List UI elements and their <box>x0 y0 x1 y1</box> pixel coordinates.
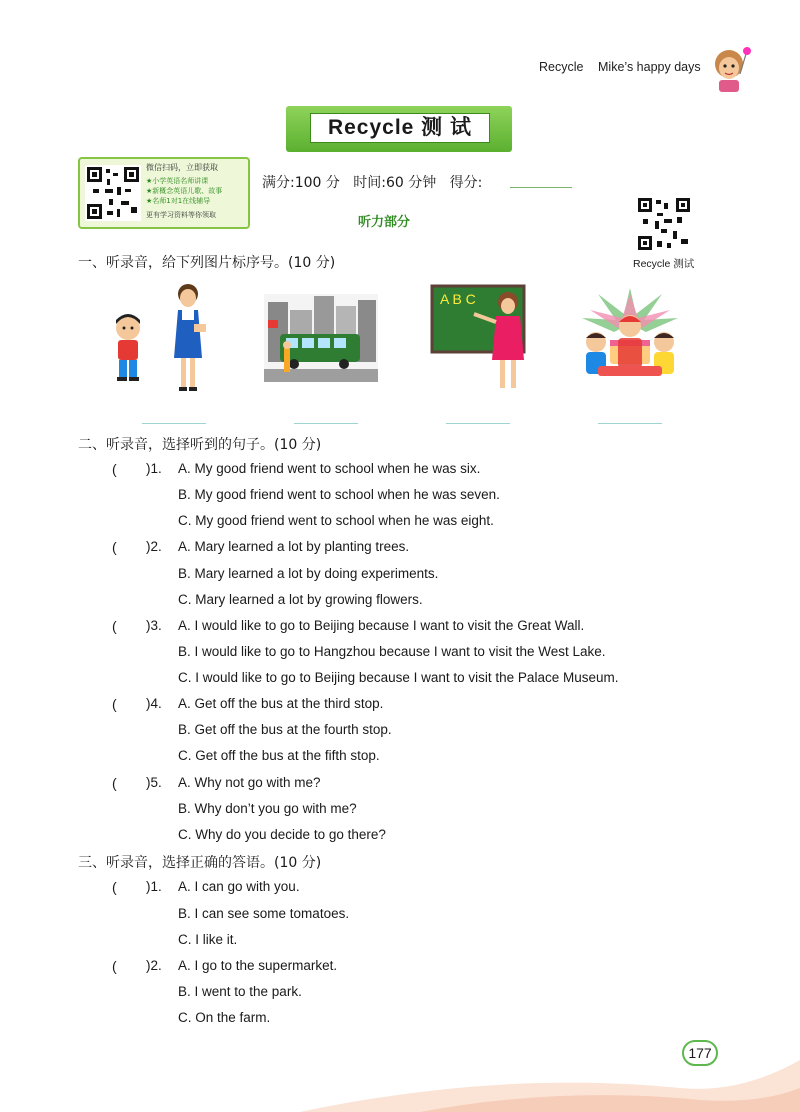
score-blank[interactable] <box>510 187 572 188</box>
question-number: )1. <box>146 461 162 476</box>
qr-promo-box <box>78 157 250 229</box>
question-number: )4. <box>146 696 162 711</box>
picture-boy-and-teacher <box>104 280 222 398</box>
answer-blank-4[interactable] <box>598 423 662 424</box>
answer-paren[interactable]: ( <box>112 696 117 712</box>
answer-paren[interactable]: ( <box>112 461 117 477</box>
option-text: A. I would like to go to Beijing because I want to visit the Great Wall. <box>178 618 585 633</box>
answer-paren[interactable]: ( <box>112 618 117 634</box>
qr-note-line-5: 更有学习资料等你领取 <box>146 211 216 219</box>
question-number: )2. <box>146 958 162 973</box>
answer-paren[interactable]: ( <box>112 958 117 974</box>
answer-paren[interactable]: ( <box>112 775 117 791</box>
header-unit-title: Mike’s happy days <box>598 60 701 74</box>
page-title: Recycle 测 试 <box>310 113 490 143</box>
header-section: Recycle <box>539 60 584 74</box>
option-text: B. Why don’t you go with me? <box>178 801 357 816</box>
option-text: B. I would like to go to Hangzhou because I want to visit the West Lake. <box>178 644 606 659</box>
option-text: A. Mary learned a lot by planting trees. <box>178 539 410 554</box>
option-text: B. I can see some tomatoes. <box>178 906 350 921</box>
qr-note-line-4: ★名师1对1在线辅导 <box>146 197 211 205</box>
option-text: B. Get off the bus at the fourth stop. <box>178 722 392 737</box>
option-text: C. I like it. <box>178 932 238 947</box>
title-banner <box>286 106 512 152</box>
listening-part-heading: 听力部分 <box>358 215 411 230</box>
option-text: C. Get off the bus at the fifth stop. <box>178 748 380 763</box>
option-text: B. My good friend went to school when he was seven. <box>178 487 500 502</box>
picture-birthday-party <box>574 284 686 390</box>
page-number: 177 <box>682 1040 718 1066</box>
option-text: C. I would like to go to Beijing because I want to visit the Palace Museum. <box>178 670 619 685</box>
answer-paren[interactable]: ( <box>112 539 117 555</box>
mascot-girl-icon <box>708 40 754 96</box>
answer-blank-2[interactable] <box>294 423 358 424</box>
section-3-heading: 三、听录音，选择正确的答语。(10 分) <box>78 855 322 871</box>
option-text: A. Get off the bus at the third stop. <box>178 696 384 711</box>
option-text: C. Why do you decide to go there? <box>178 827 386 842</box>
section-2-heading: 二、听录音，选择听到的句子。(10 分) <box>78 437 322 453</box>
question-number: )3. <box>146 618 162 633</box>
option-text: C. My good friend went to school when he was eight. <box>178 513 494 528</box>
qr-code-icon <box>85 165 141 221</box>
answer-blank-1[interactable] <box>142 423 206 424</box>
qr-code-icon[interactable] <box>637 197 691 251</box>
option-text: B. Mary learned a lot by doing experiments. <box>178 566 439 581</box>
qr-note-line-1: 微信扫码，立即获取 <box>146 163 218 172</box>
qr-test-label: Recycle 测试 <box>633 258 695 270</box>
option-text: B. I went to the park. <box>178 984 302 999</box>
question-number: )5. <box>146 775 162 790</box>
picture-teacher-blackboard <box>430 282 530 394</box>
answer-blank-3[interactable] <box>446 423 510 424</box>
option-text: A. I can go with you. <box>178 879 300 894</box>
picture-bus-stop <box>264 294 378 382</box>
option-text: A. My good friend went to school when he was six. <box>178 461 481 476</box>
section-1-heading: 一、听录音，给下列图片标序号。(10 分) <box>78 255 336 271</box>
question-number: )2. <box>146 539 162 554</box>
option-text: A. Why not go with me? <box>178 775 321 790</box>
answer-paren[interactable]: ( <box>112 879 117 895</box>
qr-note-line-3: ★新概念英语儿歌、故事 <box>146 187 223 195</box>
footer-wave-decoration <box>0 1040 800 1112</box>
qr-note-line-2: ★小学英语名师讲课 <box>146 177 209 185</box>
option-text: C. On the farm. <box>178 1010 271 1025</box>
question-number: )1. <box>146 879 162 894</box>
option-text: A. I go to the supermarket. <box>178 958 338 973</box>
option-text: C. Mary learned a lot by growing flowers. <box>178 592 423 607</box>
blackboard-text: A B C <box>440 291 476 307</box>
score-info: 满分:100 分 时间:60 分钟 得分: <box>262 175 483 191</box>
